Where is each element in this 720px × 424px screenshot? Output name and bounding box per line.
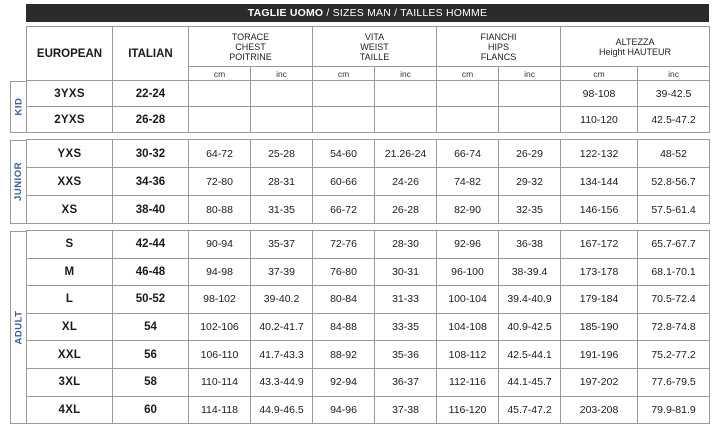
- group-label-text: KID: [13, 97, 24, 116]
- waist-inc-cell: 21.26-24: [375, 140, 437, 168]
- group-label-text: JUNIOR: [13, 162, 24, 201]
- european-size-cell: XXL: [27, 341, 113, 369]
- height-inc-cell: 48-52: [638, 140, 710, 168]
- height-inc-cell: 68.1-70.1: [638, 258, 710, 286]
- waist-inc-cell: 37-38: [375, 396, 437, 424]
- waist-inc-cell: 24-26: [375, 168, 437, 196]
- hips-inc-cell: [499, 107, 561, 133]
- unit-inc: inc: [375, 67, 437, 81]
- italian-header: ITALIAN: [113, 27, 189, 81]
- height-inc-cell: 65.7-67.7: [638, 231, 710, 259]
- group-label-text: ADULT: [13, 310, 25, 345]
- waist-label-en: WEIST: [360, 41, 389, 52]
- height-cm-cell: 134-144: [561, 168, 638, 196]
- italian-size-cell: 22-24: [113, 81, 189, 107]
- chest-inc-cell: 28-31: [251, 168, 313, 196]
- waist-inc-cell: 35-36: [375, 341, 437, 369]
- italian-size-cell: 26-28: [113, 107, 189, 133]
- waist-inc-cell: 26-28: [375, 196, 437, 224]
- height-cm-cell: 110-120: [561, 107, 638, 133]
- chest-inc-cell: 39-40.2: [251, 286, 313, 314]
- title-rest: / SIZES MAN / TAILLES HOMME: [323, 7, 488, 19]
- unit-cm: cm: [437, 67, 499, 81]
- height-cm-cell: 146-156: [561, 196, 638, 224]
- european-size-cell: XS: [27, 196, 113, 224]
- hips-cm-cell: 112-116: [437, 368, 499, 396]
- height-header: [561, 27, 710, 67]
- hips-label-en: HIPS: [488, 41, 510, 52]
- table-row: [27, 196, 710, 224]
- height-cm-cell: 185-190: [561, 313, 638, 341]
- chest-inc-cell: [251, 107, 313, 133]
- waist-cm-cell: [313, 81, 375, 107]
- junior-group: [27, 140, 710, 224]
- waist-cm-cell: 80-84: [313, 286, 375, 314]
- hips-inc-cell: 26-29: [499, 140, 561, 168]
- height-cm-cell: 173-178: [561, 258, 638, 286]
- height-cm-cell: 98-108: [561, 81, 638, 107]
- waist-inc-cell: [375, 107, 437, 133]
- chest-inc-cell: 43.3-44.9: [251, 368, 313, 396]
- hips-inc-cell: 40.9-42.5: [499, 313, 561, 341]
- adult-group: [27, 231, 710, 424]
- waist-label-fr: TAILLE: [359, 51, 390, 62]
- chest-cm-cell: 80-88: [189, 196, 251, 224]
- table-row: [27, 140, 710, 168]
- chest-cm-cell: 98-102: [189, 286, 251, 314]
- unit-cm: cm: [189, 67, 251, 81]
- hips-inc-cell: 44.1-45.7: [499, 368, 561, 396]
- waist-cm-cell: 94-96: [313, 396, 375, 424]
- waist-cm-cell: 84-88: [313, 313, 375, 341]
- hips-cm-cell: [437, 107, 499, 133]
- title-bold: TAGLIE UOMO: [247, 7, 324, 19]
- height-inc-cell: 79.9-81.9: [638, 396, 710, 424]
- italian-size-cell: 50-52: [113, 286, 189, 314]
- hips-inc-cell: 38-39.4: [499, 258, 561, 286]
- chest-cm-cell: 64-72: [189, 140, 251, 168]
- italian-size-cell: 54: [113, 313, 189, 341]
- waist-inc-cell: 36-37: [375, 368, 437, 396]
- european-size-cell: L: [27, 286, 113, 314]
- waist-cm-cell: 60-66: [313, 168, 375, 196]
- chest-inc-cell: [251, 81, 313, 107]
- hips-inc-cell: 32-35: [499, 196, 561, 224]
- height-label-it: ALTEZZA: [615, 36, 655, 47]
- european-size-cell: S: [27, 231, 113, 259]
- table-row: [27, 313, 710, 341]
- european-size-cell: 2YXS: [27, 107, 113, 133]
- height-cm-cell: 197-202: [561, 368, 638, 396]
- table-row: [27, 368, 710, 396]
- hips-cm-cell: 100-104: [437, 286, 499, 314]
- hips-cm-cell: 66-74: [437, 140, 499, 168]
- hips-label-fr: FLANCS: [480, 51, 517, 62]
- waist-cm-cell: 72-76: [313, 231, 375, 259]
- height-label-en-fr: Height HAUTEUR: [599, 46, 672, 57]
- height-cm-cell: 167-172: [561, 231, 638, 259]
- chest-label-en: CHEST: [235, 41, 266, 52]
- group-label-junior: [10, 140, 26, 224]
- unit-cm: cm: [561, 67, 638, 81]
- group-label-adult: [10, 231, 26, 424]
- italian-size-cell: 60: [113, 396, 189, 424]
- chest-cm-cell: [189, 107, 251, 133]
- chest-cm-cell: 90-94: [189, 231, 251, 259]
- waist-inc-cell: 30-31: [375, 258, 437, 286]
- waist-header: [313, 27, 437, 67]
- unit-inc: inc: [251, 67, 313, 81]
- height-inc-cell: 77.6-79.5: [638, 368, 710, 396]
- waist-inc-cell: 31-33: [375, 286, 437, 314]
- chest-header: [189, 27, 313, 67]
- chest-cm-cell: 94-98: [189, 258, 251, 286]
- chest-inc-cell: 25-28: [251, 140, 313, 168]
- table-row: [27, 396, 710, 424]
- waist-inc-cell: 33-35: [375, 313, 437, 341]
- european-size-cell: 3XL: [27, 368, 113, 396]
- table-row: [27, 258, 710, 286]
- waist-label-it: VITA: [364, 31, 385, 42]
- unit-inc: inc: [499, 67, 561, 81]
- height-cm-cell: 203-208: [561, 396, 638, 424]
- italian-size-cell: 34-36: [113, 168, 189, 196]
- chest-label-it: TORACE: [231, 31, 270, 42]
- hips-inc-cell: 36-38: [499, 231, 561, 259]
- hips-inc-cell: [499, 81, 561, 107]
- chest-cm-cell: 110-114: [189, 368, 251, 396]
- group-separator: [27, 224, 710, 231]
- unit-inc: inc: [638, 67, 710, 81]
- height-cm-cell: 191-196: [561, 341, 638, 369]
- european-size-cell: M: [27, 258, 113, 286]
- chest-cm-cell: 114-118: [189, 396, 251, 424]
- height-inc-cell: 39-42.5: [638, 81, 710, 107]
- height-inc-cell: 42.5-47.2: [638, 107, 710, 133]
- italian-size-cell: 38-40: [113, 196, 189, 224]
- height-inc-cell: 72.8-74.8: [638, 313, 710, 341]
- italian-size-cell: 30-32: [113, 140, 189, 168]
- hips-label-it: FIANCHI: [480, 31, 517, 42]
- chest-inc-cell: 40.2-41.7: [251, 313, 313, 341]
- hips-inc-cell: 29-32: [499, 168, 561, 196]
- waist-inc-cell: 28-30: [375, 231, 437, 259]
- chest-label-fr: POITRINE: [229, 51, 272, 62]
- italian-size-cell: 46-48: [113, 258, 189, 286]
- hips-cm-cell: 92-96: [437, 231, 499, 259]
- european-size-cell: 4XL: [27, 396, 113, 424]
- table-row: [27, 107, 710, 133]
- hips-inc-cell: 39.4-40.9: [499, 286, 561, 314]
- waist-cm-cell: 88-92: [313, 341, 375, 369]
- hips-header: [437, 27, 561, 67]
- chest-cm-cell: 106-110: [189, 341, 251, 369]
- size-table: [26, 26, 710, 424]
- kid-group: [27, 81, 710, 133]
- height-inc-cell: 75.2-77.2: [638, 341, 710, 369]
- height-cm-cell: 179-184: [561, 286, 638, 314]
- waist-cm-cell: 76-80: [313, 258, 375, 286]
- hips-cm-cell: 82-90: [437, 196, 499, 224]
- header-row: [27, 27, 710, 67]
- hips-inc-cell: 42.5-44.1: [499, 341, 561, 369]
- european-size-cell: XXS: [27, 168, 113, 196]
- european-size-cell: YXS: [27, 140, 113, 168]
- table-row: [27, 168, 710, 196]
- chest-cm-cell: [189, 81, 251, 107]
- hips-cm-cell: 96-100: [437, 258, 499, 286]
- waist-cm-cell: [313, 107, 375, 133]
- european-header: EUROPEAN: [27, 27, 113, 81]
- hips-cm-cell: 108-112: [437, 341, 499, 369]
- chest-inc-cell: 41.7-43.3: [251, 341, 313, 369]
- hips-cm-cell: [437, 81, 499, 107]
- italian-size-cell: 58: [113, 368, 189, 396]
- italian-size-cell: 56: [113, 341, 189, 369]
- group-label-kid: [10, 81, 26, 133]
- chart-title: [26, 4, 709, 22]
- hips-cm-cell: 116-120: [437, 396, 499, 424]
- chest-inc-cell: 37-39: [251, 258, 313, 286]
- european-size-cell: XL: [27, 313, 113, 341]
- height-inc-cell: 52.8-56.7: [638, 168, 710, 196]
- table-row: [27, 286, 710, 314]
- chest-inc-cell: 35-37: [251, 231, 313, 259]
- hips-inc-cell: 45.7-47.2: [499, 396, 561, 424]
- italian-size-cell: 42-44: [113, 231, 189, 259]
- waist-cm-cell: 66-72: [313, 196, 375, 224]
- table-row: [27, 81, 710, 107]
- european-size-cell: 3YXS: [27, 81, 113, 107]
- group-separator: [27, 133, 710, 140]
- chest-cm-cell: 72-80: [189, 168, 251, 196]
- height-cm-cell: 122-132: [561, 140, 638, 168]
- chest-inc-cell: 44.9-46.5: [251, 396, 313, 424]
- height-inc-cell: 70.5-72.4: [638, 286, 710, 314]
- chest-cm-cell: 102-106: [189, 313, 251, 341]
- chest-inc-cell: 31-35: [251, 196, 313, 224]
- table-row: [27, 231, 710, 259]
- waist-inc-cell: [375, 81, 437, 107]
- hips-cm-cell: 74-82: [437, 168, 499, 196]
- waist-cm-cell: 92-94: [313, 368, 375, 396]
- height-inc-cell: 57.5-61.4: [638, 196, 710, 224]
- hips-cm-cell: 104-108: [437, 313, 499, 341]
- table-row: [27, 341, 710, 369]
- waist-cm-cell: 54-60: [313, 140, 375, 168]
- unit-cm: cm: [313, 67, 375, 81]
